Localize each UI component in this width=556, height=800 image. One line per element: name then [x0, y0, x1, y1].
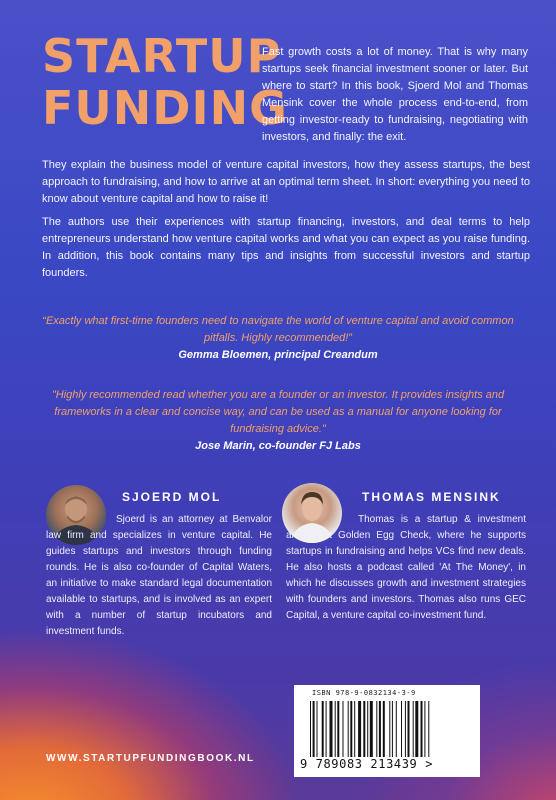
author-bio: Sjoerd is an attorney at Benvalor law firm and specializes in venture capital. He guides startups and investors through funding rounds. He is also co-founder of Capital Waters, an initiative to make standard legal documentation available to startups, and is involved as an expert with a number of startup incubators and investment funds.	[46, 514, 272, 637]
website-url[interactable]: WWW.STARTUPFUNDINGBOOK.NL	[46, 753, 255, 764]
isbn-barcode	[294, 685, 480, 777]
quote-author: Jose Marin, co-founder FJ Labs	[195, 440, 361, 452]
isbn-digits: 9 789083 213439 >	[300, 757, 434, 771]
description-paragraph: They explain the business model of venture capital investors, how they assess startups, the best approach to fundraising, and how to arrive at an optimal term sheet. In short: everything you need to know about venture capital and how to raise it!	[42, 159, 530, 205]
authors-paragraph: The authors use their experiences with startup financing, investors, and deal terms to help entrepreneurs understand how venture capital works and what you can expect as you raise funding. In addition, this book contains many tips and insights from successful investors and startup founders.	[42, 216, 530, 279]
isbn-label: ISBN 978-9-0832134-3-9	[312, 689, 416, 697]
author-bio: Thomas is a startup & investment analyst at Golden Egg Check, where he supports startups in fundraising and helps VCs find new deals. He also hosts a podcast called 'At The Money', in which he discusses growth and investment strategies with founders and investors. Thomas also runs GEC Capital, a venture capital co-investment fund.	[286, 514, 526, 621]
author-name: SJOERD MOL	[122, 490, 222, 504]
intro-paragraph: Fast growth costs a lot of money. That is why many startups seek financial investment sooner or later. But where to start? In this book, Sjoerd Mol and Thomas Mensink cover the whole process end-to-end, from getting investor-ready to fundraising, negotiating with investors, and finally: the exit.	[262, 46, 528, 143]
title-line-2: FUNDING	[42, 81, 288, 135]
testimonial-quote	[42, 313, 514, 364]
barcode-icon	[310, 701, 468, 757]
quote-author: Gemma Bloemen, principal Creandum	[178, 349, 378, 361]
title-line-1: STARTUP	[42, 29, 282, 83]
quote-text: “Exactly what first-time founders need to navigate the world of venture capital and avoid common pitfalls. Highly recommended!”	[42, 315, 514, 344]
quote-text: "Highly recommended read whether you are a founder or an investor. It provides insights and frameworks in a clear and concise way, and can be used as a manual for anyone looking for fundraising advice."	[51, 389, 505, 435]
book-title	[42, 30, 288, 134]
testimonial-quote	[42, 387, 514, 455]
author-name: THOMAS MENSINK	[362, 490, 501, 504]
